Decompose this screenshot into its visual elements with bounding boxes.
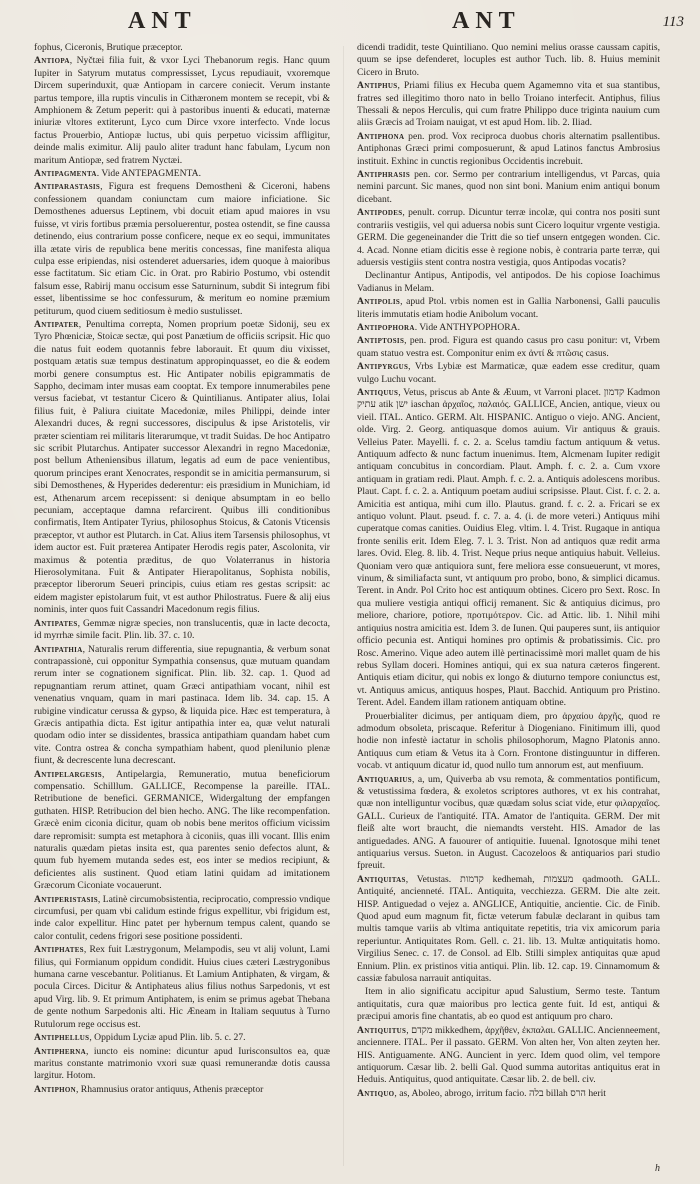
entry-headword: Antiphon xyxy=(34,1083,76,1095)
entry-text: , penult. corrup. Dicuntur terræ incolæ, qui contra nos positi sunt contrariis vestigiis, vel qui aduersa nobis sunt Cicero loquitur vrgente vestigia. GERM. Die gegeneinander die Tritt die so tief unsern entgegen wonden. Cic. 4. Acad. Nonne etiam dicitis esse è regione nobis, è contraria parte terræ, qui aduersis vestigiis stent contra nostra vestigia, quos Antipodas vocatis? xyxy=(357,207,660,268)
dictionary-entry xyxy=(357,1025,660,1087)
dictionary-entry xyxy=(34,319,330,617)
entry-headword: Antiphellus xyxy=(34,1032,90,1044)
dictionary-entry xyxy=(357,270,660,295)
dictionary-entry xyxy=(34,894,330,944)
entry-headword: Antiquus xyxy=(357,386,399,398)
right-column xyxy=(357,42,660,1172)
entry-text: , Naturalis rerum differentia, siue repugnantia, & verbum sonat contrapassionè, cui opponitur Sympathia consensus, quæ mutuam quandam rerum inter se cognationem significat. Plin. lib. 32. cap. 1. Quod ad repugnantiam rerum attinet, quam Græci antipathiam vocant, nihil est venenatius vnquam, quam in mari pastinaca. Idem lib. 34. cap. 15. A rubigine vindicatur cerussa & gypso, & liquida pice. Hæc est temperatura, à Græcis antipathia dicta. Est igitur antipathia inter ea, quæ velut naturali quodam odio inter se dissidentes, brassica antipathiam quandam habet cum vite. Contra ostrea & concha sympathiam habent, quod plenilunio plenæ fiunt, & decrescente luna decrescant. xyxy=(34,643,330,767)
entry-headword: Antipolis xyxy=(357,296,401,308)
dictionary-entry xyxy=(357,169,660,206)
dictionary-entry xyxy=(34,618,330,643)
dictionary-entry xyxy=(34,1084,330,1096)
entry-text: , Rhamnusius orator antiquus, Athenis præceptor xyxy=(76,1083,264,1095)
continuation-text xyxy=(357,42,660,79)
entry-text: , Vrbs Lybiæ est Marmaticæ, quæ eadem esse creditur, quam vulgo Luchu vocant. xyxy=(357,361,660,385)
entry-text: . Vide ANTEPAGMENTA. xyxy=(96,168,201,180)
entry-text: , Priami filius ex Hecuba quem Agamemno vita et sua stantibus, fratres sed illegitimo thoro nato in bello Troiano interfecit. Antiphus, filius Thessali & nepos Herculis, qui cum fratre Philippo duce triginta nauium cum aliis Græcis ad Troiam nauigat, vt est apud Hom. lib. 2. Iliad. xyxy=(357,80,660,129)
running-header xyxy=(0,8,700,40)
entry-text: , as, Aboleo, abrogo, irritum facio. בלה billah הרס herit xyxy=(394,1087,606,1099)
continuation-text xyxy=(34,42,330,54)
dictionary-entry xyxy=(357,80,660,130)
entry-headword: Antiquitas xyxy=(357,873,406,885)
entry-headword: Antipyrgus xyxy=(357,361,409,373)
entry-headword: Antiquarius xyxy=(357,773,412,785)
entry-text: , Gemmæ nigræ species, non translucentis, quæ in lacte decocta, id myrrhæ simile facit. Plin. lib. 37. c. 10. xyxy=(34,617,330,642)
entry-text: fophus, Ciceronis, Brutique præceptor. xyxy=(34,42,183,53)
dictionary-entry xyxy=(357,131,660,168)
dictionary-entry xyxy=(34,1046,330,1083)
entry-headword: Antiphates xyxy=(34,944,84,956)
entry-headword: Antiphrasis xyxy=(357,169,411,181)
dictionary-entry xyxy=(357,296,660,321)
entry-headword: Antipater xyxy=(34,318,79,330)
entry-text: , Penultima correpta, Nomen proprium poetæ Sidonij, seu ex Tyro Phœniciæ, Stoicæ sectæ, qui post Panætium de officiis scripsit. Hic quo die natus fuit eodem quotannis febre laborauit. Et quum diu vixisset, postquam ætatis suæ tempus destinatum appropinquasset, eo die & eodem morbi genere consumptus est. Hic Antipater nobilis epigrammatis de Sappho, decimam inter musas eam cooptat. Ex tempore innumerabiles pene versus faciebat, vt testantur Cicero & Quintilianus. Antipater alius, Iolai filius fuit, è Paliura ciuitate Macedoniæ, miles Philippi, deinde inter Alexandri duces, & regni successores, discipulus & ipse Aristotelis, vir præter scientiam rei militaris literarumque, vt tradit Suidas. De hoc Antipatro sic scribit Plutarchus. Antipater successor Alexandri in regno Macedoniæ, post bellum Atheniensibus illatum, legatis ad eum de pace venientibus, quorum principes erant Xenocrates, respondit se in amicitia permansurum, si sibi Demosthenes, & Hyperides dederentur: eis præsidium in Munichiam, id est, Athenarum arcem recepissent: si denique absumptam in eo bello pecuniam, acceptaque damna refarcirent. Quibus illi conditionibus confirmatis, Item Antipater Tyrius, philosophus Stoicus, & Catonis Vticensis præceptor, vt author est Plutarch. in Cat. Alius item Tarsensis philosophus, vt idem auctor est. Fuit præterea Antipater Herodis regis pater, Ascolonita, vir maximus & potentia præditus, de quo Volaterranus in historia Hierosolymitana. Fuit & Antipater Hierapolitanus, Sophista nobilis, præceptor liberorum Seueri principis, cuius etiam res gestas scripsit: ac eidem magister epistolarum fuit, vt est author Philostratus. Fuere & alij eius nominis, inter quos fuit Cassandri Macedonum regis filius. xyxy=(34,318,330,616)
left-column xyxy=(34,42,330,1172)
dictionary-entry xyxy=(34,1032,330,1044)
entry-text: Prouerbialiter dicimus, per antiquam diem, pro ἀρχαίου ἀρχῆς, quod re admodum obsoleta, priscaque. Referitur à Diogeniano. Finitimum illi, quod hodie non infestè iactatur in scholis philosophorum, Magno Platonis anno. Antiquus cum etiam & Vetus ita à Corn. Frontone distinguuntur in differen. vocab. vt antiquum dicatur id, quod nullo tum annorum est, aut menfiuum. xyxy=(357,710,660,772)
entry-headword: Antipates xyxy=(34,617,78,629)
entry-headword: Antipathia xyxy=(34,643,83,655)
entry-headword: Antipodes xyxy=(357,207,403,219)
entry-headword: Antipagmenta xyxy=(34,168,97,180)
entry-text: , מקדם mikkedhem, ἀρχῆθεν, ἐκπαλαι. GALLIC. Ancienneement, anciennere. ITAL. Per il passato. GERM. Von alten her, Von alten zeyten her. HIS. Antiguamente. ANG. Auncient in yerc. Idem quod olim, vel tempore antiquorum. Cæsar lib. 2. belli Gal. Quod summa autoritas antiquitus erat in Heduis. Antiquitus, quod antiquitate. Cæsar lib. 2. de bell. civ. xyxy=(357,1024,660,1086)
running-head-left: ANT xyxy=(128,8,197,34)
entry-headword: Antipherna xyxy=(34,1045,86,1057)
dictionary-entry xyxy=(357,1088,660,1100)
dictionary-entry xyxy=(34,769,330,893)
entry-headword: Antiphona xyxy=(357,130,405,142)
entry-text: pen. prod. Vox reciproca duobus choris alternatim psallentibus. Antiphonas Græci primi composuerunt, & apud Latinos fanctus Ambrosius instituit. Exhinc in cunctis regionibus Occidentis increbuit. xyxy=(357,130,660,167)
entry-text: , pen. prod. Figura est quando casus pro casu ponitur: vt, Vrbem quam statuo vestra est. Componitur enim ex ἀντί & πτῶσις casus. xyxy=(357,335,660,359)
entry-text: , Vetus, priscus ab Ante & Æuum, vt Varroni placet. קדמון Kadmon עתיק atik ישן iaschan ἀρχαῖος, παλαιός. GALLICE, Ancien, antique, vieux ou vieil. ITAL. Antico. GERM. Alt. HISPANIC. Antiguo o viejo. ANG. Ancient, olde. Virg. 2. Georg. antiquasque domos auium. Vir antiquus & grauis. Velleius Pater. Mayelli. f. c. 2. a. Scelus tamdiu factum antiquum & vetus. Antiquum adfecto & nunc factum inuenimus. Item, Alcmenam Iupiter redigit antiquam concubitus in concordiam. Plaut. Amph. f. c. 2. a. Cum vxore antiquam in gratiam redi. Plaut. Amph. f. c. 2. a. Antiquis adolescens moribus. Plaut. Capt. f. c. 2. a. Antiquum poetam audiui scripsisse. Plaut. Cist. f. c. 2. a. Amicitia est antiqua, mihi cum illo. Plautus. grand. f. c. 2. a. Fricari se ex antiquo volunt. Plaut. pseud. f. c. 7. a. 4. (i. de more veteri.) Antiquus mihi cuperatque comas canities. Ouidius Eleg. vltim. l. 4. Trist. Rugaque in antiqua fronte senilis erit. Idem Eleg. 7. l. 3. Trist. Non ad antiquos quæ redit arma lares. Ovid. Eleg. 8. lib. 4. Trist. Neque prius neque antiquius habuit. Velleius. Quoniam vero quæ antiquiora sunt, fere meliora esse consueuerunt, vt mores, vinum, & similiafacta sunt, vt antiquum pro probo, bono, & simplici dicamus. Terent. in Andr. Pol Crito hoc est antiquum obtines. Cicero pro Sext. Rosc. In qua muliere vestigia antiqui officij remanent. Sic & antiquius dicimus, pro meliore, chariore, potiore, προτιμότερον. Cic. ad Attic. lib. 1. Nihil mihi antiquius nostra amicitia est. Idem 3. de Iunen. Qui pauperes sunt, iis antiquior officio pecunia est. Antiqui homines pro optimis & probatissimis. Cic. pro Rosc. Amerino. Vique adeo autem illè pertinacissimè mori mallet quam de his rebus Syllam doceri. Homines antiqui, qui ex sua natura cæteros fingerent. Antiquis etiam dicitur, qui nobis ex longo & diuturno tempore coniunctus est, vt. Antiquus amicus, antiquus hospes, Plaut. Bacchid. Antiquum pro Pristino. Terent. Adel. Eandem illam rationem antiquam obtine. xyxy=(357,386,660,709)
dictionary-entry xyxy=(34,181,330,317)
entry-text: , Nyčtæi filia fuit, & vxor Lyci Thebanorum regis. Hanc quum Iupiter in Satyrum mutatus compressisset, Lycus repudiauit, vxoremque Dircem superinduxit, quæ Antiopam in carcere coniecit. Verum instante partus tempore, illa ruptis vinculis in Cithæronem montem se recepit, vbi & Amphionem & Zetum peperit: qui à pastoribus inuenti & educati, maternæ iniuriæ vltores extiterunt, Lyco cum Dirce vxore interfecto. Vnde locus factus Prouerbio, Antiopæ luctus, ubi quis perpetuo vicissim affligitur, deinde malis eximitur. Alij paulo aliter tradunt hanc fabulam, Lycum non maritum Antiopæ, sed fratrem Nyctæi. xyxy=(34,55,330,166)
entry-headword: Antiopa xyxy=(34,55,70,67)
dictionary-entry xyxy=(34,168,330,180)
running-head-right: ANT xyxy=(452,8,521,34)
dictionary-entry xyxy=(357,874,660,986)
dictionary-entry xyxy=(34,644,330,768)
entry-text: , a, um, Quiverba ab vsu remota, & commentatios pontificum, & vetustissima fœdera, & exoletos scriptores authores, vt ex his contrahat, quæ non intelliguntur vocibus, quæ quædam solus sciat vide, etur φιλαρχαῖος. GALL. Curieux de l'antiquité. ITA. Amator de l'antiquita. GERM. Der mit fleiß alte wort braucht, die niemandts versteht. HIS. Amador de las antiguedades. ANG. A fauourer of antiquitie. Iuuenal. Ignotosque mihi tenet antiquarius versus. Sueton. in August. Cacozeloos & antiquarios pari studio fpreuit. xyxy=(357,773,660,872)
dictionary-entry xyxy=(357,322,660,334)
entry-text: , Rex fuit Læstrygonum, Melampodis, seu vt alij volunt, Lami filius, qui Formianum oppidum condidit. Huius ciues cæteri Læstrygonibus humana carne vescebantur. Politianus. Et Lamium Antiphaten, & virgam, & pocula Circes. Dicitur & Antiphateus alius filius nothus Sarpedonis, vt est apud Virg. lib. 9. Et primum Antiphatem, is enim se primus agebat Thebana de gente nothum Sarpedonis alti. Hic Æneam in Italiam sequutus à Turno Rutulorum rege occisus est. xyxy=(34,944,330,1030)
dictionary-entry xyxy=(357,711,660,773)
entry-headword: Antiparastasis xyxy=(34,181,101,193)
dictionary-entry xyxy=(357,774,660,873)
dictionary-entry xyxy=(357,361,660,386)
entry-text: Declinantur Antipus, Antipodis, vel antipodos. De his copiose Ioachimus Vadianus in Melam. xyxy=(357,270,660,294)
page-number: 113 xyxy=(662,14,684,30)
entry-headword: Antiquitus xyxy=(357,1024,407,1036)
entry-headword: Antiphus xyxy=(357,80,398,92)
entry-text: , Figura est frequens Demosthenì & Ciceroni, habens confessionem quandam coniunctam cum maiore inficiatione. Sic Demosthenes aduersus Leptinem, vbi docuit etiam apud maiores in vsu fuisse, vt viris fortibus præmia persoluerentur, postea ostendit, se fine caussa detinendo, eius contrarium posse conficere, neque ex eo sequi, immunitates illa ætate viris de republica bene meritis concessas, fine manifesta aliqua culpa esse eripiendas, nisi ostenderet aduersaries, idem quoque à maioribus esse factitatum. Sic etiam Cic. in Orat. pro Rabirio Postumo, vbi ostendit falsum esse, Rabirij manu occisum esse Saturninum, subdit Si integrum fibi esset, libentissime se hoc confessurum, & meritum eo nomine præmium petiturum, quod ciuem seditiosum è medio sustulisset. xyxy=(34,181,330,317)
entry-text: dicendi tradidit, teste Quintiliano. Quo nemini melius orasse caussam capitis, quum se ipse defenderet, locuples est author Tuch. lib. 8. Huius meminit Cicero in Bruto. xyxy=(357,42,660,78)
entry-text: , Latinè circumobsistentia, reciprocatio, compressio vndique circumfusi, per quam vbi calidum estinde frigus expellitur, vbi frigidum est, inde calor expellitur. Hinc patet per hybernum tempus calent, quando se calor contulit, cedens frigori sese positione possidenti. xyxy=(34,893,330,942)
entry-text: , Oppidum Lyciæ apud Plin. lib. 5. c. 27. xyxy=(89,1032,246,1044)
entry-headword: Antiptosis xyxy=(357,335,405,347)
entry-headword: Antiquo xyxy=(357,1087,395,1099)
entry-text: pen. cor. Sermo per contrarium intelligendus, vt Parcas, quia nemini parcunt. Sic manes, quod non sint boni. Manium enim antiqui bonum dicebant. xyxy=(357,169,660,205)
column-gutter xyxy=(343,46,344,1166)
entry-headword: Antipophora xyxy=(357,321,415,333)
dictionary-entry xyxy=(34,944,330,1031)
entry-text: , Vetustas. קדמות kedhemah, מעצמות qadmooth. GALL. Antiquité, ancienneté. ITAL. Antiquita, vecchiezza. GERM. Die alte zeit. HISP. Antiguedad o vejez a. ANGLICE, Antiquitie, ancientie. Cic. de Finib. Quod apud eum magnum fit, fictæ veterum fabulæ declarant in quibus tam multis tamque variis ab vltima antiquitate repetitis, tria vix amicorum paria reperiuntur. Antiquitates Rom. Gell. c. 21. lib. 13. Multæ antiquitatis homo. Virgilius Senec. c. 17. de Consol. ad Elb. Stilli simplex antiquitas quæ apud Ennium. Plin. ex pristinos vitia antiqui. Plin. lib. 12. cap. 19. Cinnamomum & cassiæ fabulosa narrauit antiquitas. xyxy=(357,873,660,985)
dictionary-entry xyxy=(357,986,660,1023)
entry-text: , Antipelargia, Remuneratio, mutua beneficiorum compensatio. Schilllum. GALLICE, Recompense la pareille. ITAL. Retributione de benefici. GERMANICE, Widergaltung der empfangen guthaten. HISP. Retribucion del bien hecho. ANG. The like recompenfation. Græcè enim ciconia dicitur, quam ob nobis bene meritos officium vicissim dare repromisit: sumpta est metaphora à ciconiis, quas illi vocant. Illis enim naturalis quædam pietas insita est, qua parentes senio defectos alunt, & quum fub hyemem mutanda sedes est, eos inter se medios recipiunt, & deficientes alis sustinent. Quod etiam latini quidam ad imitationem Græcorum Ciconiate vocauerunt. xyxy=(34,768,330,892)
dictionary-entry xyxy=(357,207,660,269)
entry-headword: Antiperistasis xyxy=(34,893,98,905)
dictionary-entry xyxy=(357,335,660,360)
entry-text: , apud Ptol. vrbis nomen est in Gallia Narbonensi, Galli pauculis literis immutatis etiam hodie Anibolum vocant. xyxy=(357,296,660,320)
dictionary-entry xyxy=(34,55,330,167)
entry-text: , iuncto eis nomine: dicuntur apud Iurisconsultos ea, quæ maritus constante matrimonio vxori suæ quasi remunerandæ dotis caussa largitur. Hotom. xyxy=(34,1045,330,1082)
entry-text: . Vide ANTHYPOPHORA. xyxy=(414,321,521,333)
entry-text: Item in alio significatu accipitur apud Salustium, Sermo teste. Tantum antiquitatis, cura quæ maioribus pro lectica gente fuit. Id est, antiqui & præcipui amoris fine chantatis, ab eo quod est antiquum pro charo. xyxy=(357,986,660,1023)
catchword: h xyxy=(655,1163,660,1174)
dictionary-entry xyxy=(357,387,660,710)
entry-headword: Antipelargesis xyxy=(34,768,102,780)
